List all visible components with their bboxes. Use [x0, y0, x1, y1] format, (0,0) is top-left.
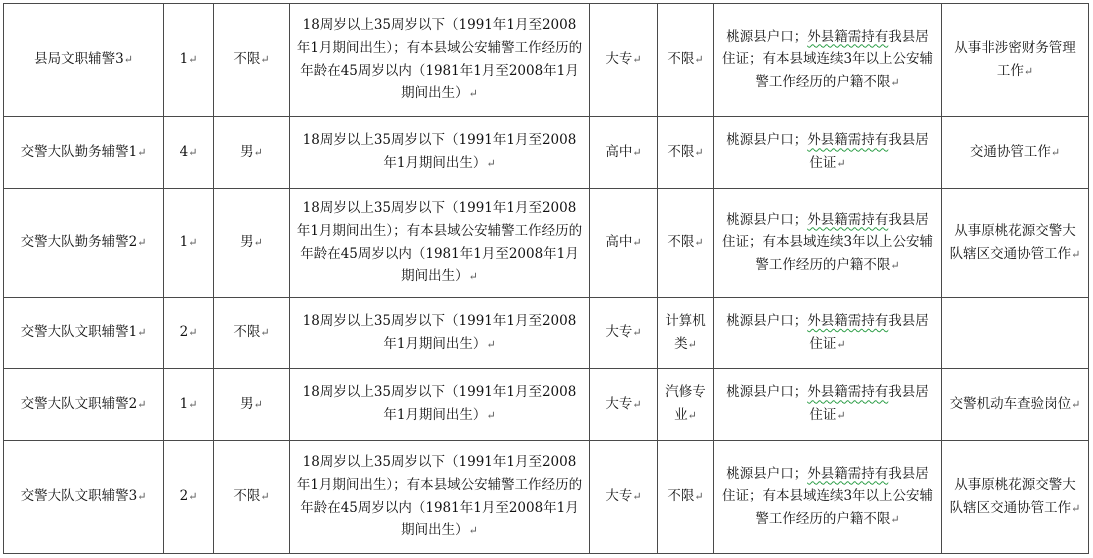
age-cell: 18周岁以上35周岁以下（1991年1月至2008年1月期间出生）↵ [290, 117, 590, 189]
major-cell: 不限↵ [658, 189, 714, 298]
gender-cell: 男↵ [214, 189, 290, 298]
household-cell: 桃源县户口；外县籍需持有我县居住证；有本县域连续3年以上公安辅警工作经历的户籍不限↵ [714, 441, 942, 554]
count-cell: 1↵ [164, 369, 214, 441]
gender-cell: 不限↵ [214, 298, 290, 369]
education-cell: 高中↵ [590, 189, 658, 298]
post-cell: 交警大队文职辅警1↵ [4, 298, 164, 369]
count-cell: 2↵ [164, 441, 214, 554]
household-cell: 桃源县户口；外县籍需持有我县居住证；有本县域连续3年以上公安辅警工作经历的户籍不限↵ [714, 189, 942, 298]
table-row [4, 369, 1089, 441]
count-cell: 1↵ [164, 4, 214, 117]
age-cell: 18周岁以上35周岁以下（1991年1月至2008年1月期间出生）；有本县域公安辅警工作经历的年龄在45周岁以内（1981年1月至2008年1月期间出生）↵ [290, 4, 590, 117]
note-cell: 交警机动车查验岗位↵ [942, 369, 1089, 441]
gender-cell: 男↵ [214, 369, 290, 441]
count-cell: 4↵ [164, 117, 214, 189]
post-cell: 交警大队文职辅警2↵ [4, 369, 164, 441]
table-row [4, 441, 1089, 554]
gender-cell: 不限↵ [214, 441, 290, 554]
count-cell: 1↵ [164, 189, 214, 298]
table-row [4, 117, 1089, 189]
age-cell: 18周岁以上35周岁以下（1991年1月至2008年1月期间出生）↵ [290, 369, 590, 441]
gender-cell: 不限↵ [214, 4, 290, 117]
post-cell: 交警大队文职辅警3↵ [4, 441, 164, 554]
age-cell: 18周岁以上35周岁以下（1991年1月至2008年1月期间出生）；有本县域公安辅警工作经历的年龄在45周岁以内（1981年1月至2008年1月期间出生）↵ [290, 189, 590, 298]
education-cell: 大专↵ [590, 441, 658, 554]
major-cell: 计算机类↵ [658, 298, 714, 369]
post-cell: 县局文职辅警3↵ [4, 4, 164, 117]
post-cell: 交警大队勤务辅警1↵ [4, 117, 164, 189]
note-cell [942, 298, 1089, 369]
age-cell: 18周岁以上35周岁以下（1991年1月至2008年1月期间出生）；有本县域公安辅警工作经历的年龄在45周岁以内（1981年1月至2008年1月期间出生）↵ [290, 441, 590, 554]
table-row [4, 298, 1089, 369]
major-cell: 汽修专业↵ [658, 369, 714, 441]
household-cell: 桃源县户口；外县籍需持有我县居住证↵ [714, 298, 942, 369]
household-cell: 桃源县户口；外县籍需持有我县居住证↵ [714, 117, 942, 189]
note-cell: 从事非涉密财务管理工作↵ [942, 4, 1089, 117]
major-cell: 不限↵ [658, 441, 714, 554]
recruitment-table [3, 3, 1089, 554]
major-cell: 不限↵ [658, 4, 714, 117]
table-row [4, 4, 1089, 117]
note-cell: 从事原桃花源交警大队辖区交通协管工作↵ [942, 189, 1089, 298]
education-cell: 大专↵ [590, 298, 658, 369]
note-cell: 从事原桃花源交警大队辖区交通协管工作↵ [942, 441, 1089, 554]
education-cell: 大专↵ [590, 4, 658, 117]
count-cell: 2↵ [164, 298, 214, 369]
table-row [4, 189, 1089, 298]
education-cell: 大专↵ [590, 369, 658, 441]
post-cell: 交警大队勤务辅警2↵ [4, 189, 164, 298]
education-cell: 高中↵ [590, 117, 658, 189]
household-cell: 桃源县户口；外县籍需持有我县居住证↵ [714, 369, 942, 441]
household-cell: 桃源县户口；外县籍需持有我县居住证；有本县域连续3年以上公安辅警工作经历的户籍不限↵ [714, 4, 942, 117]
note-cell: 交通协管工作↵ [942, 117, 1089, 189]
gender-cell: 男↵ [214, 117, 290, 189]
age-cell: 18周岁以上35周岁以下（1991年1月至2008年1月期间出生）↵ [290, 298, 590, 369]
major-cell: 不限↵ [658, 117, 714, 189]
